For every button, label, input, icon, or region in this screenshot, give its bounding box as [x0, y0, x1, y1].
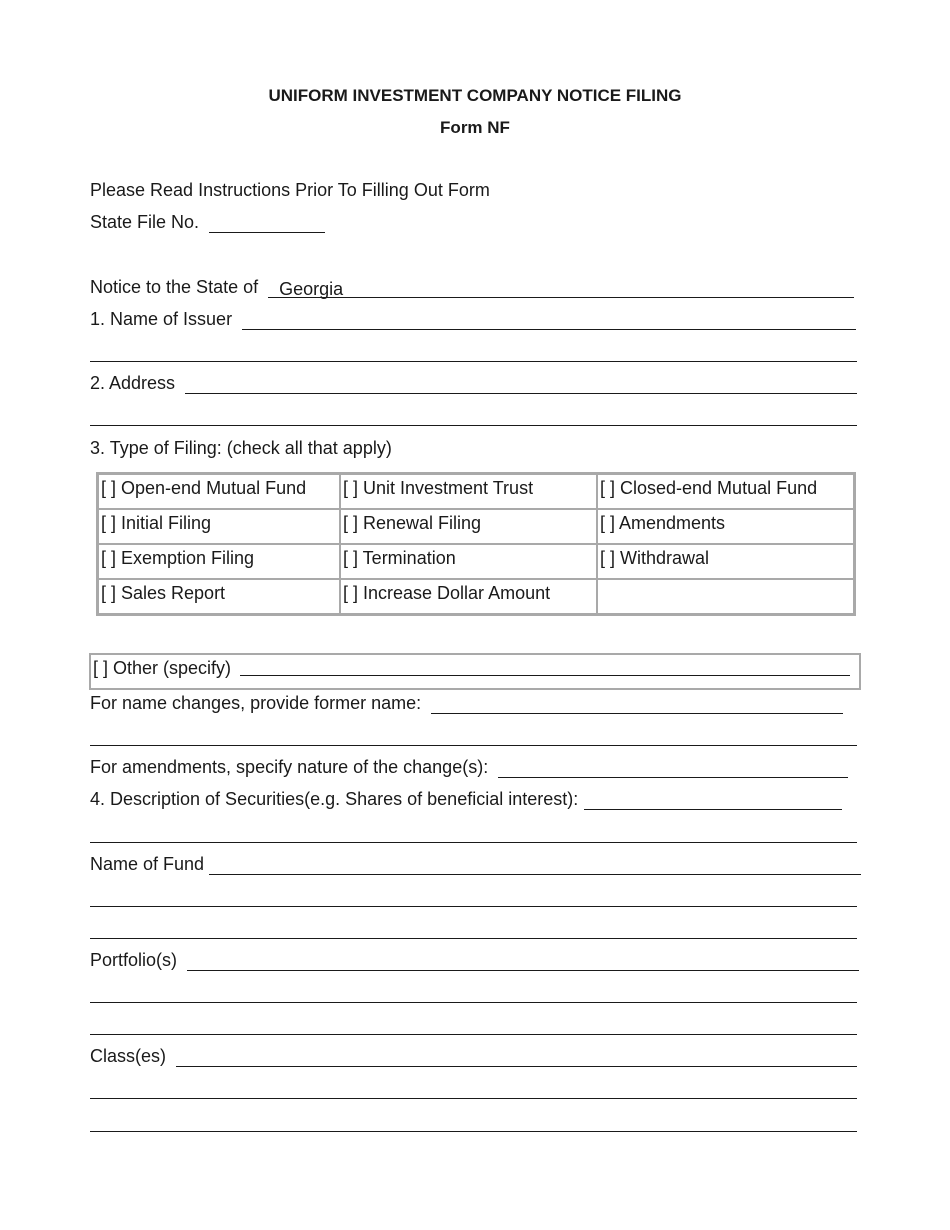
fund-name-input[interactable] [209, 856, 861, 875]
filing-type-table [96, 472, 856, 616]
filing-type-label: 3. Type of Filing: (check all that apply) [90, 438, 392, 458]
class-input-line-3[interactable] [90, 1131, 857, 1132]
checkbox-renewal-filing[interactable]: [ ] Renewal Filing [340, 509, 597, 544]
class-label: Class(es) [90, 1046, 167, 1066]
checkbox-closed-end-mutual-fund[interactable]: [ ] Closed-end Mutual Fund [597, 474, 854, 509]
other-specify-input[interactable] [240, 657, 850, 676]
former-name-row [90, 693, 857, 717]
fund-name-input-line-3[interactable] [90, 938, 857, 939]
issuer-row [90, 309, 857, 333]
checkbox-open-end-mutual-fund[interactable]: [ ] Open-end Mutual Fund [98, 474, 340, 509]
table-row [98, 544, 854, 579]
address-input-line-2[interactable] [90, 425, 857, 426]
notice-state-value: Georgia [279, 279, 344, 299]
table-row [98, 579, 854, 614]
portfolio-input-line-3[interactable] [90, 1034, 857, 1035]
state-file-input[interactable] [209, 214, 325, 233]
form-title: UNIFORM INVESTMENT COMPANY NOTICE FILING [268, 86, 682, 105]
fund-name-input-line-2[interactable] [90, 906, 857, 907]
former-name-input-line-2[interactable] [90, 745, 857, 746]
notice-state-label: Notice to the State of [90, 277, 259, 297]
class-input[interactable] [176, 1048, 857, 1067]
amendments-input[interactable] [498, 759, 848, 778]
checkbox-increase-dollar-amount[interactable]: [ ] Increase Dollar Amount [340, 579, 597, 614]
address-row [90, 373, 857, 397]
securities-description-input[interactable] [584, 791, 842, 810]
securities-description-label: 4. Description of Securities(e.g. Shares of beneficial interest): [90, 789, 579, 809]
table-row [98, 474, 854, 509]
form-subtitle: Form NF [440, 118, 510, 137]
state-file-row [90, 212, 857, 236]
checkbox-termination[interactable]: [ ] Termination [340, 544, 597, 579]
class-input-line-2[interactable] [90, 1098, 857, 1099]
portfolio-row [90, 950, 860, 974]
address-label: 2. Address [90, 373, 176, 393]
checkbox-withdrawal[interactable]: [ ] Withdrawal [597, 544, 854, 579]
state-file-label: State File No. [90, 212, 200, 232]
fund-name-label: Name of Fund [90, 854, 205, 874]
notice-state-input[interactable] [268, 279, 854, 298]
securities-row [90, 789, 857, 813]
fund-name-row [90, 854, 862, 878]
checkbox-exemption-filing[interactable]: [ ] Exemption Filing [98, 544, 340, 579]
checkbox-initial-filing[interactable]: [ ] Initial Filing [98, 509, 340, 544]
former-name-label: For name changes, provide former name: [90, 693, 422, 713]
issuer-label: 1. Name of Issuer [90, 309, 233, 329]
checkbox-amendments[interactable]: [ ] Amendments [597, 509, 854, 544]
amendments-row [90, 757, 862, 781]
checkbox-other[interactable]: [ ] Other (specify) [93, 658, 232, 678]
checkbox-unit-investment-trust[interactable]: [ ] Unit Investment Trust [340, 474, 597, 509]
portfolio-input[interactable] [187, 952, 859, 971]
table-row [98, 509, 854, 544]
notice-state-row [90, 277, 857, 301]
empty-cell [597, 579, 854, 614]
class-row [90, 1046, 857, 1070]
other-specify-box [89, 653, 861, 690]
address-input[interactable] [185, 375, 857, 394]
filing-type-heading [90, 438, 857, 462]
instructions-label: Please Read Instructions Prior To Filling Out Form [90, 180, 490, 200]
securities-input-line-2[interactable] [90, 842, 857, 843]
checkbox-sales-report[interactable]: [ ] Sales Report [98, 579, 340, 614]
portfolio-label: Portfolio(s) [90, 950, 178, 970]
former-name-input[interactable] [431, 695, 843, 714]
amendments-label: For amendments, specify nature of the change(s): [90, 757, 489, 777]
issuer-input[interactable] [242, 311, 856, 330]
issuer-input-line-2[interactable] [90, 361, 857, 362]
instructions-text [90, 180, 857, 204]
portfolio-input-line-2[interactable] [90, 1002, 857, 1003]
